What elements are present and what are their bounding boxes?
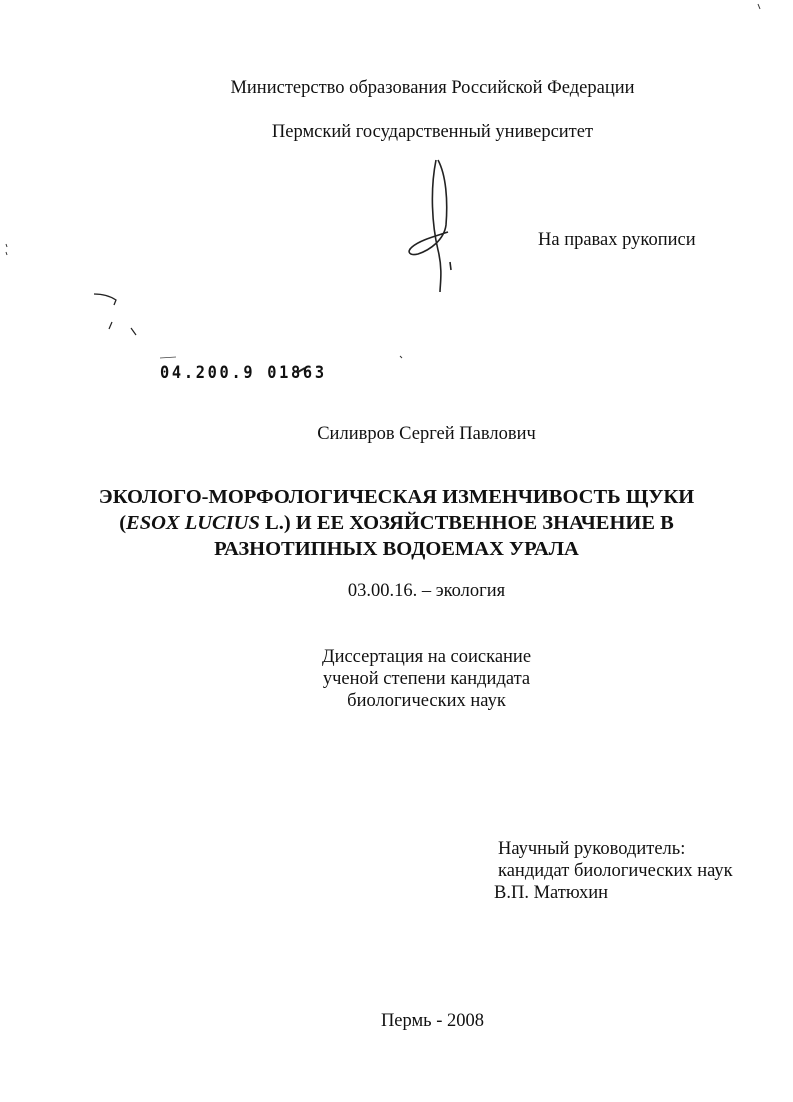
specialty-code: 03.00.16. – экология [347,581,506,601]
latin-species-name: ESOX LUCIUS [126,512,260,534]
supervisor-degree: кандидат биологических наук [498,861,733,881]
dissertation-title [0,484,793,562]
city-year: Пермь - 2008 [380,1011,485,1031]
archive-stamp-number: 04.200.9 01863 [160,363,327,383]
supervisor-name: В.П. Матюхин [494,883,608,903]
title-paren: ( [119,512,127,534]
dissertation-degree [30,646,793,712]
university-heading: Пермский государственный университет [271,122,594,142]
dissertation-line-3: биологических наук [347,691,506,711]
title-line-2 [0,510,793,536]
dissertation-line-2: ученой степени кандидата [322,669,531,689]
author-name: Силивров Сергей Павлович [317,424,536,444]
title-line-2-rest: L.) И ЕЕ ХОЗЯЙСТВЕННОЕ ЗНАЧЕНИЕ В [259,512,674,534]
supervisor-block [494,838,733,904]
manuscript-rights-note: На правах рукописи [538,230,696,250]
supervisor-role: Научный руководитель: [498,839,686,859]
dissertation-line-1: Диссертация на соискание [321,647,532,667]
title-line-1: ЭКОЛОГО-МОРФОЛОГИЧЕСКАЯ ИЗМЕНЧИВОСТЬ ЩУКИ [98,486,695,508]
title-line-3: РАЗНОТИПНЫХ ВОДОЕМАХ УРАЛА [214,538,579,560]
ministry-heading: Министерство образования Российской Федерации [230,78,635,98]
